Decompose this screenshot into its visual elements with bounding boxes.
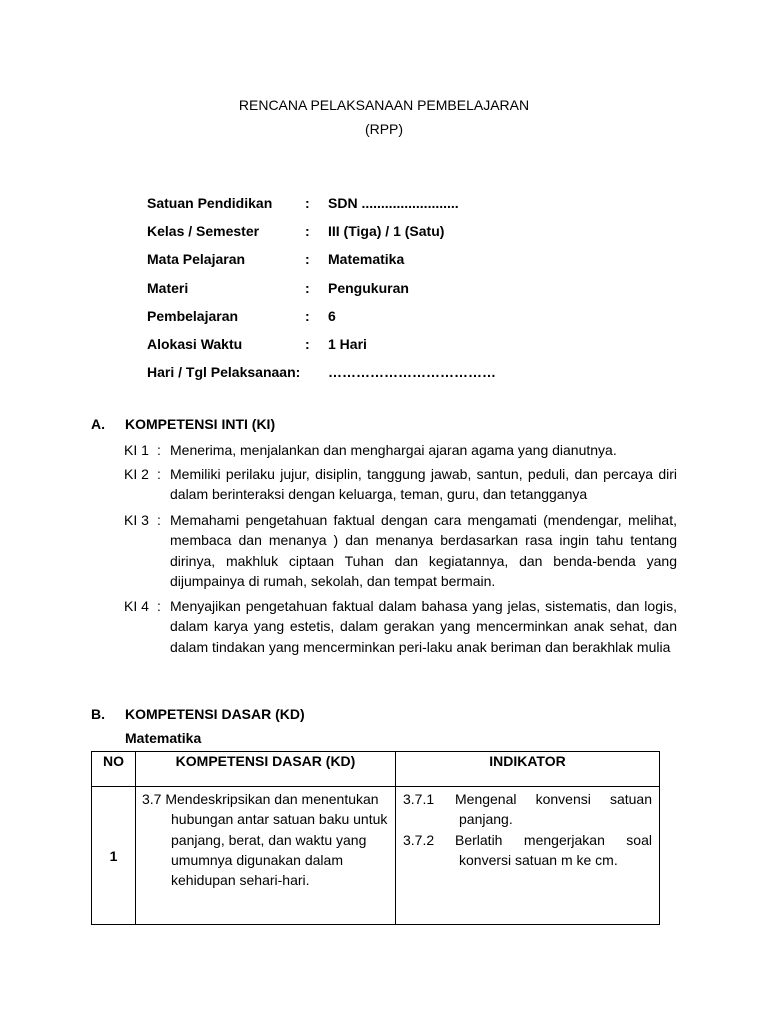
- info-label: Kelas / Semester: [147, 223, 260, 240]
- info-value: 1 Hari: [328, 335, 367, 352]
- info-label: Satuan Pendidikan: [147, 195, 273, 211]
- section-a-heading: [91, 416, 275, 432]
- row-kd: [136, 787, 396, 925]
- info-label: Hari / Tgl Pelaksanaan: [147, 364, 296, 381]
- section-b-heading: [91, 706, 305, 722]
- indicator-item: [403, 830, 652, 871]
- ki-text: Menerima, menjalankan dan menghargai ajaran agama yang dianutnya.: [170, 442, 617, 458]
- info-value: ………………………………: [328, 364, 496, 381]
- table-header-row: [92, 752, 660, 787]
- kd-text: 3.7 Mendeskripsikan dan menentukan hubungan antar satuan baku untuk panjang, berat, dan waktu yang umumnya digunakan dalam kehidupan sehari-hari.: [142, 791, 388, 889]
- row-number: 1: [92, 787, 136, 925]
- ki-code: KI 4: [124, 598, 149, 614]
- info-value: Pengukuran: [328, 279, 409, 296]
- info-value: 6: [328, 307, 336, 324]
- indicator-text-line1: Berlatih mengerjakan soal: [455, 831, 652, 848]
- info-colon: :: [295, 364, 301, 381]
- indicator-text-line2: konversi satuan m ke cm.: [459, 851, 618, 868]
- indicator-code: 3.7.1: [403, 791, 435, 807]
- info-colon: :: [305, 251, 310, 268]
- ki-code: KI 2: [124, 466, 149, 482]
- header-no: NO: [92, 752, 136, 787]
- info-value: SDN .........................: [328, 195, 459, 211]
- ki-text: Memahami pengetahuan faktual dengan cara mengamati (mendengar, melihat, membaca dan menanya ) dan menanya berdasarkan rasa ingin tahu tentang dirinya, makhluk ciptaan Tuhan dan kegiatannya, dan benda-benda yang dijumpainya di rumah, sekolah, dan tempat bermain.: [170, 512, 677, 589]
- indicator-text-line1: Mengenal konvensi satuan: [455, 791, 652, 807]
- section-title: KOMPETENSI DASAR (KD): [125, 706, 305, 722]
- ki-text: Memiliki perilaku jujur, disiplin, tanggung jawab, santun, peduli, dan percaya diri dalam berinteraksi dengan keluarga, teman, guru, dan tetangganya: [170, 466, 677, 503]
- info-value: Matematika: [328, 251, 405, 268]
- info-colon: :: [305, 279, 310, 296]
- ki-colon: :: [157, 598, 161, 614]
- info-colon: :: [305, 307, 310, 324]
- section-letter: B.: [91, 706, 105, 722]
- table-row: [92, 787, 660, 925]
- ki-colon: :: [157, 466, 161, 482]
- indicator-code: 3.7.2: [403, 831, 435, 848]
- ki-text: Menyajikan pengetahuan faktual dalam bahasa yang jelas, sistematis, dan logis, dalam karya yang estetis, dalam gerakan yang mencerminkan anak sehat, dan dalam tindakan yang mencerminkan peri-laku anak beriman dan berakhlak mulia: [170, 598, 677, 655]
- ki-item-1: [124, 440, 677, 460]
- ki-item-3: [124, 510, 677, 591]
- info-label: Alokasi Waktu: [147, 335, 243, 352]
- row-indicators: [396, 787, 660, 925]
- info-colon: :: [305, 335, 310, 352]
- info-colon: :: [305, 195, 310, 211]
- indicator-item: [403, 789, 652, 830]
- indicator-text-line2: panjang.: [459, 811, 513, 828]
- ki-colon: :: [157, 442, 161, 458]
- document-title: RENCANA PELAKSANAAN PEMBELAJARAN: [238, 97, 530, 113]
- subject-label: Matematika: [125, 730, 202, 746]
- info-value: III (Tiga) / 1 (Satu): [328, 223, 445, 240]
- document-subtitle: (RPP): [364, 121, 404, 137]
- info-label-with-colon: [147, 364, 300, 380]
- ki-item-4: [124, 596, 677, 657]
- info-label: Mata Pelajaran: [147, 251, 246, 268]
- ki-code: KI 1: [124, 442, 149, 458]
- ki-colon: :: [157, 512, 161, 528]
- info-label: Pembelajaran: [147, 307, 239, 324]
- ki-item-2: [124, 464, 677, 505]
- header-kd: KOMPETENSI DASAR (KD): [136, 752, 396, 787]
- ki-code: KI 3: [124, 512, 149, 528]
- kd-table: [91, 751, 660, 925]
- section-title: KOMPETENSI INTI (KI): [125, 416, 276, 432]
- header-indikator: INDIKATOR: [396, 752, 660, 787]
- info-colon: :: [305, 223, 310, 240]
- section-letter: A.: [91, 416, 105, 432]
- info-label: Materi: [147, 279, 189, 296]
